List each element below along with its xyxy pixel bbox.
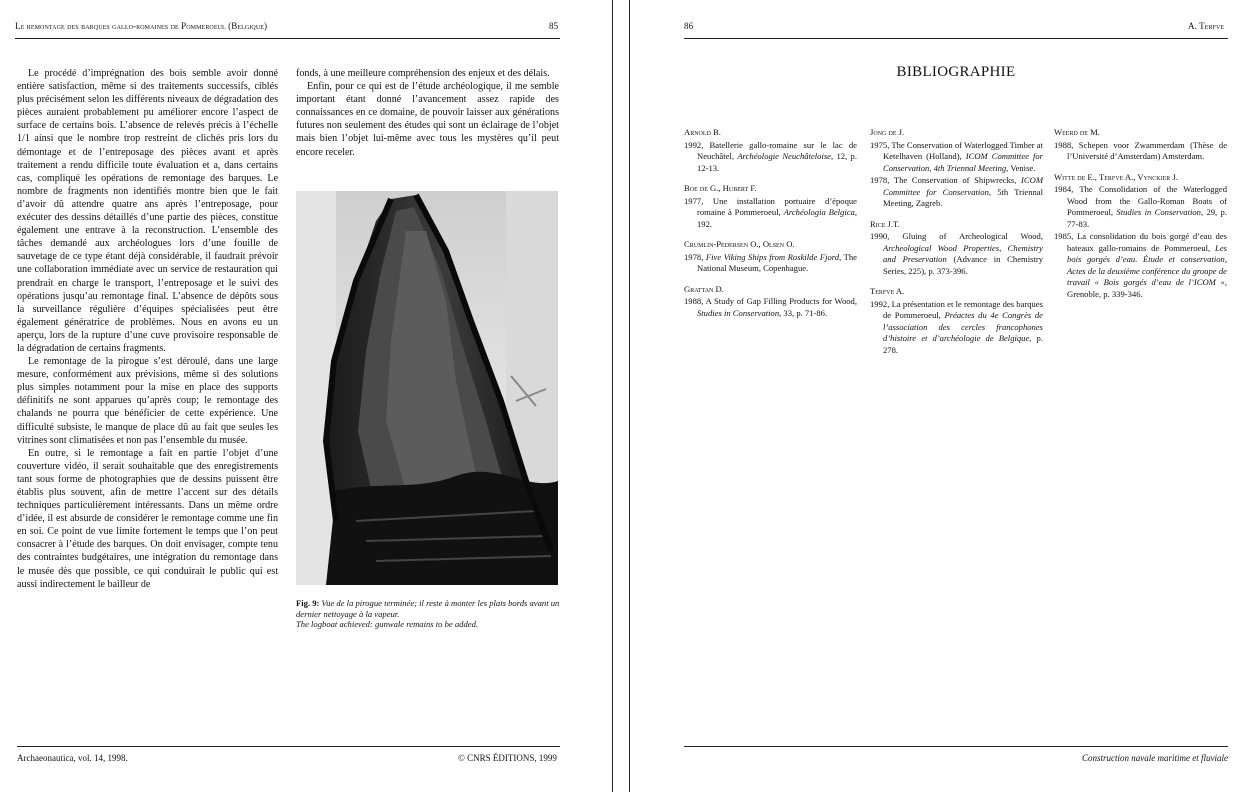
reference-details: , Grenoble, p. 339-346. xyxy=(1067,277,1227,299)
reference-details: , 29, p. 77-83. xyxy=(1067,207,1227,229)
entry-author: Weerd de M. xyxy=(1054,127,1100,137)
footer-series: Construction navale maritime et fluviale xyxy=(1082,753,1228,763)
entry-author: Witte de E., Terfve A., Vynckier J. xyxy=(1054,171,1178,182)
entry-reference xyxy=(684,296,857,319)
bibliography-entry xyxy=(684,183,857,230)
left-page xyxy=(0,0,612,792)
reference-text: La consolidation du bois gorgé d’eau des bateaux gallo-romains de Pommeroeul, xyxy=(1067,231,1227,253)
reference-year: 1992, xyxy=(684,139,710,150)
reference-year: 1990, xyxy=(870,231,903,241)
bibliography-entry xyxy=(684,284,857,320)
running-head-left xyxy=(15,21,267,31)
header-rule-right xyxy=(684,38,1228,39)
bibliography-column-3 xyxy=(1054,127,1227,309)
reference-source: Studies in Conservation xyxy=(1116,207,1201,217)
reference-year: 1988, xyxy=(684,296,706,306)
reference-source: Archeological Wood Properties, Chemistry and Preservation xyxy=(883,242,1043,264)
caption-french: Vue de la pirogue terminée; il reste à monter les plats bords avant un dernier nettoyage à la vapeur. xyxy=(296,598,560,619)
reference-text: The Conservation of Shipwrecks, xyxy=(893,175,1022,185)
reference-year: 1988, xyxy=(1054,139,1079,150)
bibliography-entry xyxy=(684,127,857,174)
figure-label: Fig. 9: xyxy=(296,598,320,608)
reference-details: , The National Museum, Copenhague. xyxy=(697,251,857,273)
page-number-left: 85 xyxy=(549,21,559,31)
reference-source: ICOM Committee for Conservation xyxy=(883,175,1043,197)
entry-author: Rice J.T. xyxy=(870,218,900,229)
bibliography-entry xyxy=(684,239,857,275)
running-head-title: Le remontage des barques gallo-romaines de Pommeroeul (Belgique) xyxy=(15,21,268,31)
reference-source: ICOM Committee for Conservation, 4th Triennal Meeting xyxy=(883,151,1043,173)
entry-reference xyxy=(1054,231,1227,300)
reference-text: The Consolidation of the Waterlogged Wood from the Gallo-Roman Boats of Pommeroeul, xyxy=(1067,184,1227,217)
reference-details: , 12, p. 12-13. xyxy=(697,151,857,173)
bibliography-entry xyxy=(870,219,1043,278)
reference-text: A Study of Gap Filling Products for Wood, xyxy=(705,296,857,306)
bibliography-entry xyxy=(870,286,1043,356)
reference-text: The Conservation of Waterlogged Timber at Ketelhaven (Holland), xyxy=(883,139,1044,161)
entry-reference xyxy=(684,252,857,275)
paragraph: fonds, à une meilleure compréhension des enjeux et des délais. xyxy=(296,68,550,79)
footer-rule-right xyxy=(684,746,1228,747)
bibliography-entry xyxy=(870,127,1043,210)
footer-rule xyxy=(17,746,560,747)
reference-text: Batellerie gallo-romaine sur le lac de Neuchâtel, xyxy=(697,139,857,161)
paragraph: Le procédé d’imprégnation des bois semble avoir donné entière satisfaction, même si des traitements successifs, ciblés plus précisément selon les différents niveaux de dégradation des pièces auraient probablement pu améliorer encore l’aspect de surface de certains bois. L’absence de relevés précis à l’échelle 1/1 ainsi que le nombre trop restreint de clichés pris lors du démontage et de l’entreposage des pièces avant et après traitement a rendu difficile toute évaluation et a, dans certains cas, compliqué les opérations de remontage des barques. Le nombre de fragments non identifiés montre bien que le fait d’avoir dû attendre quatre ans après l’entreposage, pour exécuter des dessins détaillés d’une partie des pièces, constitue également une entrave à la reconstruction. L’ensemble des tâches demandé aux archéologues lors d’une fouille de sauvetage de ce type étant déjà considérable, il faudrait prévoir une collaboration immédiate avec un service de restauration qui prendrait en charge le transport, l’entreposage et le suivi des opérations jusqu’au remontage final. L’absence de dépôts sous la surveillance régulière d’équipes spécialisées peut être également génératrice de problèmes. Nous en avons eu un aperçu, lors de la rupture d’une cuve provisoire responsable de la dégradation de certains fragments. xyxy=(17,68,278,354)
reference-year: 1975, xyxy=(870,139,892,150)
header-rule xyxy=(15,38,560,39)
reference-details: , p. 278. xyxy=(883,333,1044,355)
running-head-author: A. Terfve xyxy=(1188,21,1225,31)
footer-journal: Archaeonautica, vol. 14, 1998. xyxy=(17,753,128,763)
reference-details: (Advance in Chemistry Series, 225), p. 373-396. xyxy=(883,254,1043,276)
right-page xyxy=(630,0,1242,792)
entry-author: Boe de G., Hubert F. xyxy=(684,183,757,193)
text-column-2 xyxy=(296,67,559,159)
page-number-right: 86 xyxy=(684,21,694,31)
caption-english: The logboat achieved: gunwale remains to be added. xyxy=(296,619,479,630)
bibliography-column-2 xyxy=(870,127,1043,365)
entry-author: Arnold B. xyxy=(684,127,721,137)
entry-author: Crumlin-Pedersen O., Olsen O. xyxy=(684,239,795,249)
reference-year: 1977, xyxy=(684,195,713,206)
entry-reference xyxy=(684,140,857,175)
reference-text: Gluing of Archeological Wood, xyxy=(902,231,1044,241)
reference-year: 1978, xyxy=(870,175,894,185)
entry-reference xyxy=(870,175,1043,210)
logboat-photo-icon xyxy=(296,191,558,585)
entry-author: Terfve A. xyxy=(870,286,905,296)
bibliography-title: BIBLIOGRAPHIE xyxy=(896,64,1016,80)
reference-source: Archéologia Belgica xyxy=(783,207,855,217)
figure-caption xyxy=(296,598,560,630)
reference-details: , 5th Triennal Meeting, Zagreb. xyxy=(883,186,1044,208)
reference-text: Schepen voor Zwammerdam (Thèse de l’Université d’Amsterdam) Amsterdam. xyxy=(1067,139,1228,161)
text-column-1 xyxy=(17,67,278,591)
bibliography-column-1 xyxy=(684,127,857,328)
reference-details: , 192. xyxy=(697,207,858,229)
bibliography-entry xyxy=(1054,127,1227,163)
entry-author: Grattan D. xyxy=(684,283,724,294)
entry-reference xyxy=(870,299,1043,357)
reference-text: La présentation et le remontage des barques de Pommeroeul, xyxy=(883,298,1044,320)
reference-year: 1984, xyxy=(1054,184,1080,194)
reference-text: Une installation portuaire d’époque romaine à Pommeroeul, xyxy=(697,195,857,217)
entry-reference xyxy=(870,231,1043,277)
paragraph: En outre, si le remontage a fait en partie l’objet d’une couverture vidéo, il serait souhaitable que des enregistrements tant sous forme de photographies que de dessins puissent être établis plus souvent, afin de mettre l’accent sur des détails techniques particulièrement intéressants. Dans un même ordre d’idée, il est absurde de considérer le remontage comme une fin en soi. Ce point de vue limite fortement le temps que l’on peut consacrer à l’étude des barques. On doit envisager, compte tenu des contraintes budgétaires, une intégration du remontage dans le musée dès que possible, ce qui conduirait le public qui est aussi indirectement le bailleur de xyxy=(17,447,278,590)
reference-source: Studies in Conservation xyxy=(697,307,780,318)
entry-author: Jong de J. xyxy=(870,127,905,137)
reference-source: Les bois gorgés d’eau. Étude et conservation, Actes de la deuxième conférence du groupe de travail « Bois gorgés d’eau de l’ICOM » xyxy=(1067,242,1227,287)
entry-reference xyxy=(1054,140,1227,163)
reference-source: Five Viking Ships from Roskilde Fjord xyxy=(705,251,840,262)
footer-copyright: © CNRS ÉDITIONS, 1999 xyxy=(458,753,557,763)
reference-year: 1978, xyxy=(684,251,706,262)
entry-reference xyxy=(684,196,857,231)
reference-details: , 33, p. 71-86. xyxy=(779,307,828,318)
paragraph: Enfin, pour ce qui est de l’étude archéologique, il me semble important étant donné l’avancement assez rapide des connaissances en ce domaine, de pouvoir laisser aux générations futures non seulement des études qui sont un éclairage de l’objet mais bien l’objet lui-même avec tous les mystères qu’il peut encore receler. xyxy=(296,81,559,158)
entry-reference xyxy=(870,140,1043,175)
reference-year: 1985, xyxy=(1054,231,1077,241)
book-gutter xyxy=(612,0,630,792)
bibliography-entry xyxy=(1054,172,1227,301)
reference-year: 1992, xyxy=(870,298,892,309)
reference-source: Archéologie Neuchâteloise xyxy=(737,151,832,161)
paragraph: Le remontage de la pirogue s’est déroulé, dans une large mesure, conformément aux prévisions, même si des solutions plus simples notamment pour la mise en place des supports définitifs ne sont apparues qu’après coup; le remontage des chalands ne pourra que bénéficier de cette expérience. Une difficulté subsiste, le manque de place dû au fait que seules les vitrines sont climatisées et non pas l’ensemble du musée. xyxy=(17,356,278,446)
reference-source: Préactes du 4e Congrès de l’association des cercles francophones d’histoire et d’archéologie de Belgique xyxy=(883,310,1043,343)
reference-details: , Venise. xyxy=(1006,162,1036,173)
figure-photo-logboat xyxy=(296,191,558,585)
entry-reference xyxy=(1054,184,1227,230)
